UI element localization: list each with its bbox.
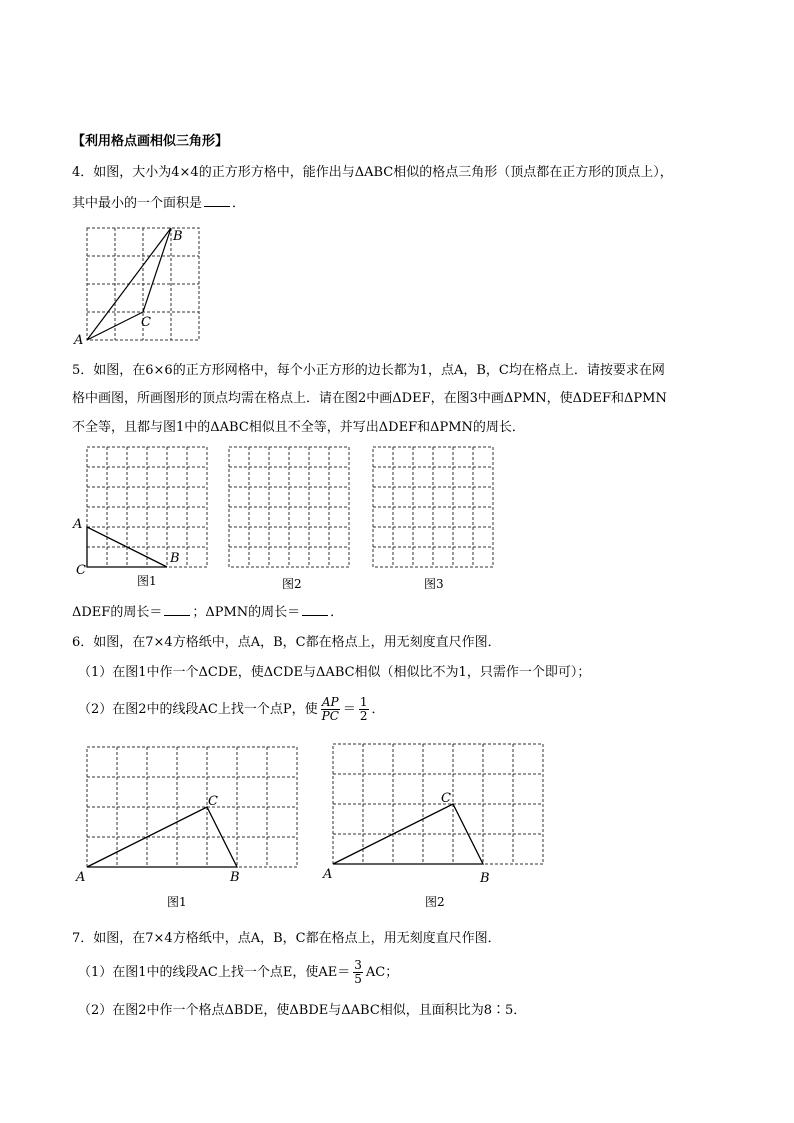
q6-fig1-label-a: A [76, 870, 86, 885]
q7-part1 [78, 958, 398, 988]
q4-label-a: A [74, 333, 84, 348]
q6-caption-fig2: 图2 [425, 895, 445, 909]
q5-fig1 [72, 447, 207, 578]
q5-answer-def-label: ΔDEF的周长＝ [72, 605, 163, 620]
q5-fig1-grid [87, 447, 207, 567]
q4-label-c: C [141, 315, 151, 330]
q5-caption-fig1: 图1 [137, 574, 157, 588]
q5-fig2 [229, 447, 349, 567]
q6-fig2-label-c: C [441, 791, 451, 806]
q6-fig1-grid [87, 747, 297, 867]
q5-fig3 [373, 447, 493, 567]
q4-line2-end: ． [232, 196, 246, 211]
q5-answer-def-blank [164, 603, 190, 616]
q7-part1-end: AC； [365, 965, 399, 980]
q7-part2: （2）在图2中作一个格点ΔBDE，使ΔBDE与ΔABC相似，且面积比为8∶5． [78, 1003, 527, 1018]
q6-fig1 [75, 747, 297, 885]
q4-label-b: B [173, 229, 183, 244]
q7-frac-den: 5 [354, 972, 362, 986]
q6-caption-fig1: 图1 [167, 895, 187, 909]
q4-grid-figure [73, 228, 199, 348]
q7-text-line1: 7．如图，在7×4方格纸中，点A，B，C都在格点上，用无刻度直尺作图． [72, 931, 501, 946]
q5-caption-fig2: 图2 [282, 577, 302, 591]
q6-fraction-ap-pc [321, 696, 340, 723]
q4-text-line1: 4．如图，大小为4×4的正方形方格中，能作出与ΔABC相似的格点三角形（顶点都在正方形的顶点上）， [72, 165, 673, 180]
q6-val-den: 2 [359, 709, 368, 723]
q5-fig2-grid [229, 447, 349, 567]
q5-text-line1: 5．如图，在6×6的正方形网格中，每个小正方形的边长都为1，点A，B，C均在格点上．请按要求在网 [72, 363, 665, 378]
q5-label-a: A [73, 517, 83, 532]
q5-answer-line [72, 603, 343, 622]
q6-fig1-label-b: B [230, 870, 240, 885]
q6-frac-den: PC [321, 709, 339, 723]
q6-fig2 [322, 744, 543, 886]
q7-frac-num: 3 [354, 958, 362, 972]
q7-fraction-3-5 [353, 959, 363, 986]
q7-part1-text: （1）在图1中的线段AC上找一个点E，使AE＝ [78, 965, 351, 980]
q5-caption-fig3: 图3 [424, 577, 444, 591]
q5-answer-pmn-label: ；ΔPMN的周长＝ [192, 605, 301, 620]
q6-part1: （1）在图1中作一个ΔCDE，使ΔCDE与ΔABC相似（相似比不为1，只需作一个即可）； [78, 665, 591, 680]
q6-val-num: 1 [359, 695, 368, 709]
section-title: 【利用格点画相似三角形】 [72, 134, 229, 149]
q5-label-b: B [170, 551, 180, 566]
q4-text-line2-main: 其中最小的一个面积是 [72, 196, 203, 211]
q6-text-line1: 6．如图，在7×4方格纸中，点A，B，C都在格点上，用无刻度直尺作图． [72, 635, 501, 650]
q6-fig2-grid [333, 744, 543, 864]
q5-text-line2: 格中画图，所画图形的顶点均需在格点上．请在图2中画ΔDEF，在图3中画ΔPMN，使ΔDEF和ΔPMN [72, 391, 667, 406]
q6-part2-end: ． [371, 702, 385, 717]
q6-fraction-half [359, 696, 369, 723]
q6-fig2-label-b: B [480, 871, 490, 886]
q6-part2-text: （2）在图2中的线段AC上找一个点P，使 [78, 702, 318, 717]
q6-frac-num: AP [321, 695, 339, 709]
q6-part2 [78, 694, 385, 726]
q6-fig1-label-c: C [208, 794, 218, 809]
q6-fig2-label-a: A [323, 867, 333, 882]
q5-label-c: C [76, 563, 86, 578]
q5-text-line3: 不全等，且都与图1中的ΔABC相似且不全等，并写出ΔDEF和ΔPMN的周长． [72, 420, 525, 435]
q5-answer-end: ． [330, 605, 344, 620]
q5-fig3-grid [373, 447, 493, 567]
q5-answer-pmn-blank [302, 603, 328, 616]
q6-equals: ＝ [342, 702, 356, 717]
